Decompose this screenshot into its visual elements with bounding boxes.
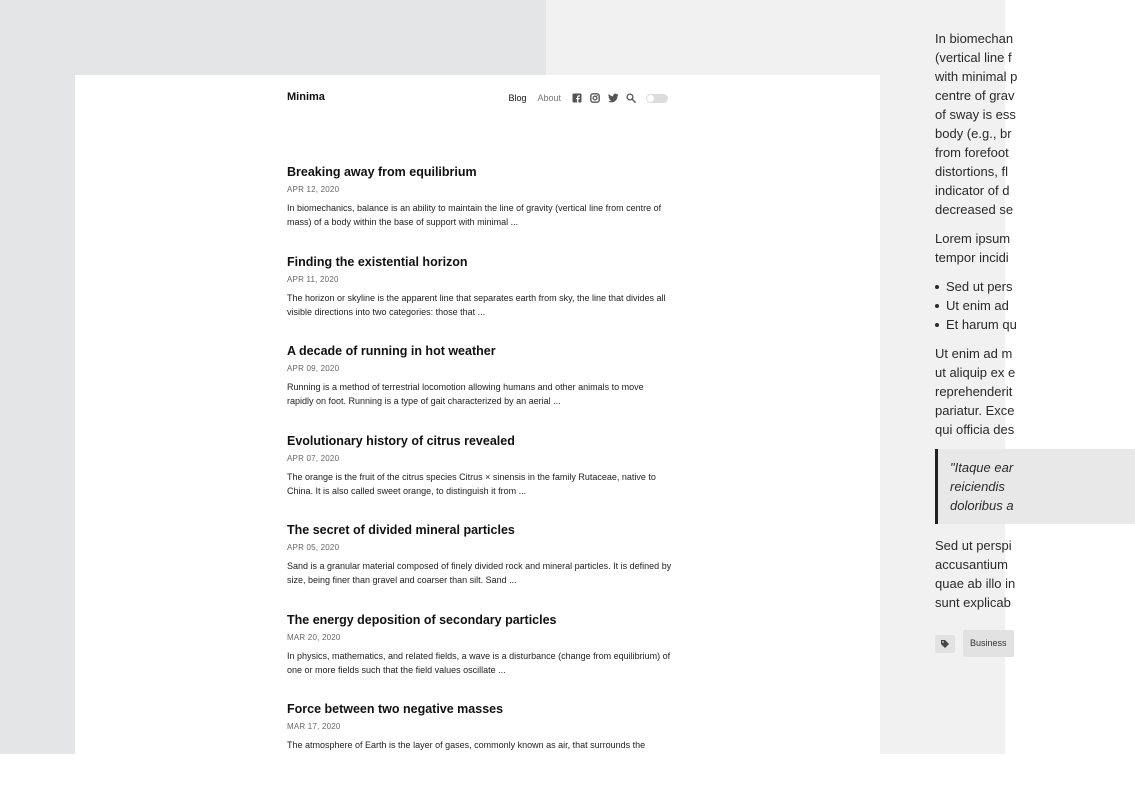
bg-tags (935, 630, 1135, 657)
main-nav (508, 91, 668, 105)
post-excerpt: In biomechanics, balance is an ability to maintain the line of gravity (vertical line from centre of mass) of a body within the base of support with minimal ... (287, 203, 662, 227)
site-header (287, 91, 668, 105)
post-excerpt: The atmosphere of Earth is the layer of gases, commonly known as air, that surrounds the (287, 740, 646, 750)
bg-line: distortions, fl (935, 164, 1008, 179)
bg-line: quae ab illo in (935, 576, 1016, 591)
bg-paragraph-3 (935, 344, 1135, 439)
bg-line: accusantium (935, 557, 1008, 572)
post-list (287, 165, 672, 792)
bg-line: tempor incidi (935, 250, 1009, 265)
bg-quote-line: "Itaque ear (950, 460, 1014, 475)
nav-blog-link[interactable]: Blog (508, 93, 527, 103)
blog-card (75, 75, 880, 775)
bg-line: of sway is ess (935, 107, 1016, 122)
bg-line: with minimal p (935, 69, 1018, 84)
bg-line: In biomechan (935, 31, 1014, 46)
bg-line: Ut enim ad m (935, 346, 1013, 361)
post-item (287, 255, 672, 345)
post-title[interactable]: The secret of divided mineral particles (287, 523, 515, 537)
bg-line: Sed ut perspi (935, 538, 1012, 553)
facebook-icon[interactable] (572, 93, 582, 103)
bg-paragraph-1 (935, 29, 1135, 219)
bg-line: decreased se (935, 202, 1014, 217)
bg-list (935, 277, 1135, 334)
post-date: APR 05, 2020 (287, 543, 340, 552)
twitter-icon[interactable] (608, 93, 618, 103)
post-title[interactable]: Force between two negative masses (287, 702, 504, 716)
nav-about-link[interactable]: About (537, 93, 561, 103)
site-brand[interactable]: Minima (287, 91, 325, 103)
post-excerpt: Running is a method of terrestrial locomotion allowing humans and other animals to move rapidly on foot. Running is a type of gait characterized by an aerial ... (287, 382, 644, 406)
post-date: MAR 20, 2020 (287, 632, 341, 642)
post-excerpt: In physics, mathematics, and related fields, a wave is a disturbance (change from equilibrium) of one or more fields such that the field values oscillate ... (287, 650, 671, 675)
bg-line: pariatur. Exce (935, 403, 1015, 418)
bg-line: indicator of d (935, 183, 1010, 198)
bg-line: (vertical line f (935, 50, 1012, 65)
bg-line: sunt explicab (935, 595, 1011, 610)
tag-pill[interactable]: Business (963, 630, 1014, 657)
bg-line: reprehenderit (935, 384, 1013, 399)
bg-quote-line: doloribus a (950, 498, 1014, 513)
bg-quote-line: reiciendis (950, 479, 1005, 494)
post-title[interactable]: Breaking away from equilibrium (287, 165, 477, 179)
bg-paragraph-2 (935, 229, 1135, 267)
post-item (287, 434, 672, 524)
bg-line: Lorem ipsum (935, 231, 1011, 246)
bg-list-item: Ut enim ad (935, 296, 1135, 315)
bg-line: qui officia des (935, 422, 1015, 437)
post-excerpt: The horizon or skyline is the apparent line that separates earth from sky, the line that divides all visible directions into two categories: those that ... (287, 292, 666, 317)
bg-line: ut aliquip ex e (935, 365, 1016, 380)
post-date: APR 12, 2020 (287, 185, 340, 194)
post-item (287, 613, 672, 703)
post-title[interactable]: Finding the existential horizon (287, 254, 468, 269)
post-item (287, 523, 672, 613)
post-item (287, 702, 672, 792)
bg-line: body (e.g., br (935, 126, 1012, 141)
search-icon[interactable] (626, 93, 636, 103)
bg-line: centre of grav (935, 88, 1015, 103)
post-title[interactable]: A decade of running in hot weather (287, 344, 496, 358)
post-item (287, 165, 672, 255)
instagram-icon[interactable] (590, 93, 600, 103)
bg-blockquote (935, 449, 1135, 524)
theme-toggle[interactable] (646, 94, 668, 103)
post-date: MAR 17, 2020 (287, 722, 341, 731)
post-date: APR 09, 2020 (287, 364, 340, 373)
bg-paragraph-4 (935, 536, 1135, 612)
tag-icon (935, 635, 955, 653)
bg-line: from forefoot (935, 145, 1009, 160)
post-excerpt: Sand is a granular material composed of finely divided rock and mineral particles. It is defined by size, being finer than gravel and coarser than silt. Sand ... (287, 561, 672, 585)
post-date: APR 07, 2020 (287, 453, 340, 463)
bg-list-item: Sed ut pers (935, 277, 1135, 296)
post-item (287, 344, 672, 434)
post-excerpt: The orange is the fruit of the citrus species Citrus × sinensis in the family Rutaceae, native to China. It is also called sweet orange, to distinguish it from ... (287, 471, 656, 496)
post-title[interactable]: The energy deposition of secondary particles (287, 612, 557, 627)
post-date: APR 11, 2020 (287, 274, 339, 284)
bg-list-item: Et harum qu (935, 315, 1135, 334)
post-title[interactable]: Evolutionary history of citrus revealed (287, 433, 515, 448)
background-article (935, 29, 1135, 657)
